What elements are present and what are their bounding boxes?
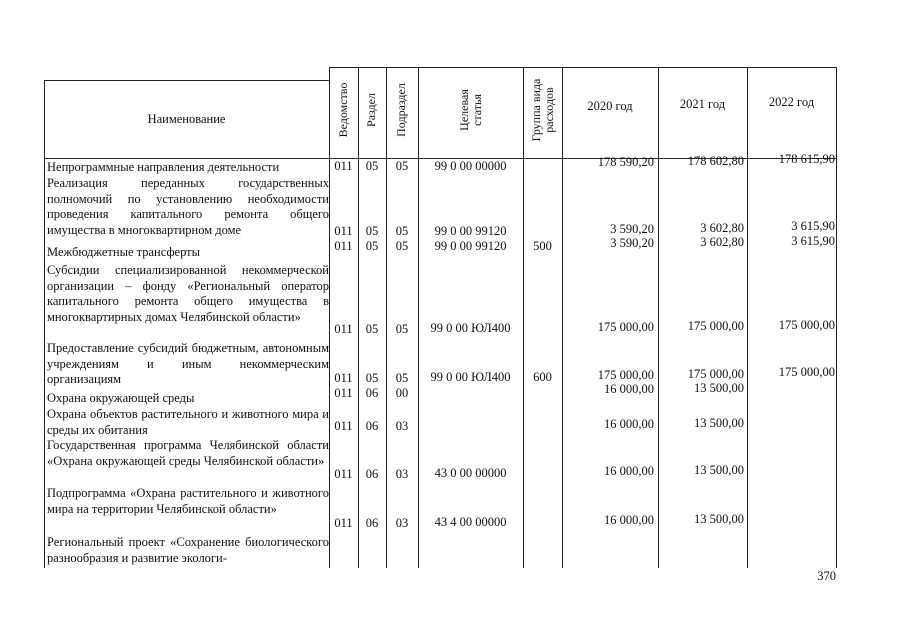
row-dept: 011 <box>334 467 353 481</box>
row-section: 06 <box>365 419 379 433</box>
row-name: Региональный проект «Сохранение биологического разнообразия и развитие экологи- <box>47 535 329 565</box>
row-name: Межбюджетные трансферты <box>47 245 201 259</box>
row-section: 06 <box>365 386 379 400</box>
row-section: 06 <box>365 516 379 530</box>
row-section: 05 <box>365 239 379 253</box>
row-2020: 175 000,00 <box>597 320 654 334</box>
row-section: 06 <box>365 467 379 481</box>
row-target: 43 4 00 00000 <box>434 515 507 529</box>
row-2021: 13 500,00 <box>694 512 744 526</box>
header-subsection: Подраздел <box>394 83 408 137</box>
header-name: Наименование <box>147 112 226 126</box>
header-2022: 2022 год <box>768 95 815 109</box>
row-name: Непрограммные направления деятельности <box>47 160 280 174</box>
row-2020: 3 590,20 <box>610 222 654 236</box>
row-dept: 011 <box>334 516 353 530</box>
row-2020: 16 000,00 <box>604 382 654 396</box>
row-name: Охрана окружающей среды <box>47 391 195 405</box>
row-2021: 178 602,80 <box>687 154 744 168</box>
row-2020: 175 000,00 <box>597 368 654 382</box>
row-dept: 011 <box>334 419 353 433</box>
row-2021: 175 000,00 <box>687 319 744 333</box>
row-2021: 3 602,80 <box>700 235 744 249</box>
row-dept: 011 <box>334 224 353 238</box>
row-subsection: 03 <box>395 419 409 433</box>
row-subsection: 05 <box>395 224 409 238</box>
header-2021: 2021 год <box>679 97 726 111</box>
row-group: 500 <box>533 239 552 253</box>
row-name: Подпрограмма «Охрана растительного и животного мира на территории Челябинской области» <box>47 486 329 516</box>
row-group: 600 <box>533 370 552 384</box>
row-name: Субсидии специализированной некоммерческой организации – фонду «Региональный оператор капитального ремонта общего имущества в многоквартирных домах Челябинской области» <box>47 263 329 324</box>
row-2020: 16 000,00 <box>604 513 654 527</box>
row-target: 99 0 00 00000 <box>434 159 507 173</box>
row-2021: 13 500,00 <box>694 416 744 430</box>
row-2020: 16 000,00 <box>604 417 654 431</box>
row-name: Реализация переданных государственных полномочий по установлению необходимости проведения капитального ремонта общего имущества в многоквартирном доме <box>47 176 329 237</box>
row-2022: 175 000,00 <box>778 318 835 332</box>
row-subsection: 05 <box>395 159 409 173</box>
page-number: 370 <box>817 569 836 583</box>
row-dept: 011 <box>334 239 353 253</box>
row-subsection: 05 <box>395 322 409 336</box>
row-target: 43 0 00 00000 <box>434 466 507 480</box>
row-name: Государственная программа Челябинской области «Охрана окружающей среды Челябинской области» <box>47 438 329 468</box>
row-2021: 13 500,00 <box>694 463 744 477</box>
row-target: 99 0 00 99120 <box>434 239 507 253</box>
row-name: Охрана объектов растительного и животного мира и среды их обитания <box>47 407 329 437</box>
row-dept: 011 <box>334 371 353 385</box>
row-2022: 178 615,90 <box>778 152 835 166</box>
row-subsection: 03 <box>395 467 409 481</box>
header-group: Группа вида расходов <box>529 78 556 142</box>
header-section: Раздел <box>364 93 378 127</box>
row-2020: 178 590,20 <box>597 155 654 169</box>
row-dept: 011 <box>334 159 353 173</box>
header-target: Целевая статья <box>457 89 484 131</box>
row-target: 99 0 00 ЮЛ400 <box>430 370 511 384</box>
row-subsection: 03 <box>395 516 409 530</box>
row-2021: 3 602,80 <box>700 221 744 235</box>
row-name: Предоставление субсидий бюджетным, автономным учреждениям и иным некоммерческим организациям <box>47 341 329 387</box>
row-2022: 3 615,90 <box>791 234 835 248</box>
row-2021: 175 000,00 <box>687 367 744 381</box>
row-2022: 3 615,90 <box>791 219 835 233</box>
header-2020: 2020 год <box>587 99 633 113</box>
row-2021: 13 500,00 <box>694 381 744 395</box>
row-target: 99 0 00 ЮЛ400 <box>430 321 511 335</box>
row-dept: 011 <box>334 386 353 400</box>
row-dept: 011 <box>334 322 353 336</box>
row-subsection: 05 <box>395 371 409 385</box>
row-2020: 3 590,20 <box>610 236 654 250</box>
row-target: 99 0 00 99120 <box>434 224 507 238</box>
row-2022: 175 000,00 <box>778 365 835 379</box>
row-2020: 16 000,00 <box>604 464 654 478</box>
row-section: 05 <box>365 322 379 336</box>
header-dept: Ведомство <box>336 82 350 138</box>
row-subsection: 05 <box>395 239 409 253</box>
row-section: 05 <box>365 371 379 385</box>
row-subsection: 00 <box>395 386 409 400</box>
row-section: 05 <box>365 224 379 238</box>
row-section: 05 <box>365 159 379 173</box>
